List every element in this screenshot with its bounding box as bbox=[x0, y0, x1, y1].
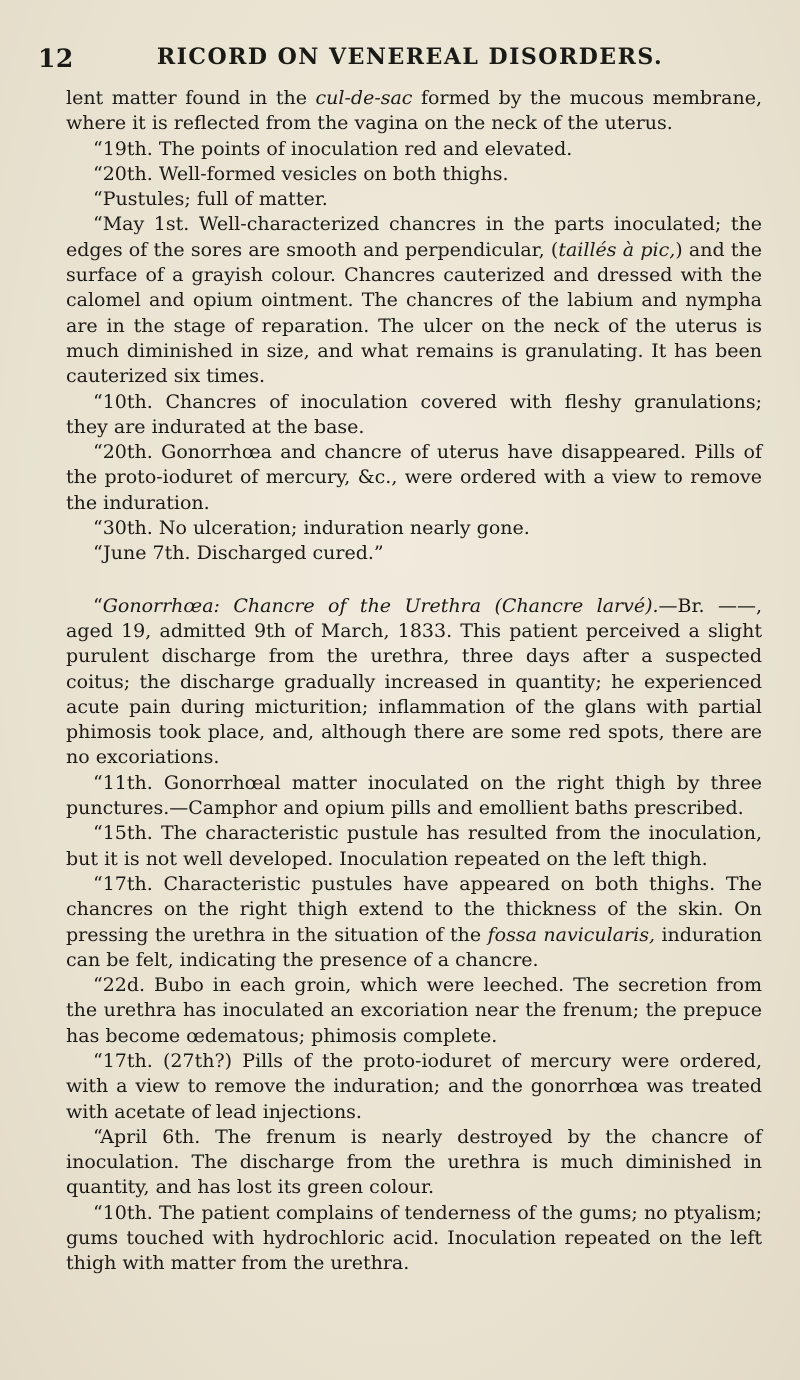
case-heading-paragraph bbox=[66, 594, 762, 771]
text-run: “17th. Characteristic pustules have appeared on both thighs. The chancres on the right thigh extend to the thickness of the skin. On pressing the urethra in the situation of the bbox=[66, 872, 762, 946]
text-run: “15th. The characteristic pustule has resulted from the inoculation, but it is not well developed. Inoculation repeated on the left thigh. bbox=[66, 822, 762, 870]
text-paragraph bbox=[66, 541, 762, 566]
text-paragraph bbox=[66, 187, 762, 212]
text-run: “22d. Bubo in each groin, which were leeched. The secretion from the urethra has inoculated an excoriation near the frenum; the prepuce has become œdematous; phimosis complete. bbox=[66, 974, 762, 1047]
text-run: lent matter found in the bbox=[66, 87, 316, 109]
text-run: “April 6th. The frenum is nearly destroyed by the chancre of inoculation. The discharge from the urethra is much diminished in quantity, and has lost its green colour. bbox=[66, 1125, 762, 1199]
text-paragraph bbox=[66, 212, 762, 389]
text-run: —Br. ——, aged 19, admitted 9th of March, 1833. This patient perceived a slight purulent discharge from the urethra, three days after a suspected coitus; the discharge gradually increased in quantity; he experienced acute pain during micturition; inflammation of the glans with partial phimosis took place, and, although there are some red spots, there are no excoriations. bbox=[66, 594, 762, 769]
text-run: “30th. No ulceration; induration nearly gone. bbox=[93, 517, 530, 540]
text-paragraph bbox=[66, 137, 762, 162]
text-run: “ bbox=[93, 594, 103, 617]
text-run: formed by the mucous membrane, where it is reflected from the vagina on the neck of the uterus. bbox=[66, 87, 762, 135]
italic-text: fossa navicularis, bbox=[487, 923, 656, 946]
text-run: “11th. Gonorrhœal matter inoculated on the right thigh by three punctures.—Camphor and opium pills and emollient baths prescribed. bbox=[66, 771, 762, 820]
italic-text: taillés à pic, bbox=[558, 238, 676, 261]
text-run: induration can be felt, indicating the presence of a chancre. bbox=[66, 923, 762, 971]
text-paragraph bbox=[66, 162, 762, 187]
text-paragraph bbox=[66, 1049, 762, 1125]
text-paragraph bbox=[66, 771, 762, 822]
running-head: RICORD ON VENEREAL DISORDERS. bbox=[156, 44, 664, 70]
text-run: “Pustules; full of matter. bbox=[93, 188, 328, 211]
text-paragraph bbox=[66, 872, 762, 973]
text-paragraph bbox=[66, 86, 762, 137]
text-paragraph bbox=[66, 440, 762, 516]
text-paragraph bbox=[66, 973, 762, 1049]
body-text bbox=[66, 86, 762, 1277]
text-paragraph bbox=[66, 821, 762, 872]
text-run: “June 7th. Discharged cured.” bbox=[93, 542, 384, 565]
text-run: “May 1st. Well-characterized chancres in the parts inoculated; the edges of the sores are smooth and perpendicular, ( bbox=[66, 213, 762, 261]
text-paragraph bbox=[66, 516, 762, 541]
italic-text: cul-de-sac bbox=[315, 87, 413, 109]
text-paragraph bbox=[66, 1125, 762, 1201]
text-run: “20th. Gonorrhœa and chancre of uterus have disappeared. Pills of the proto-ioduret of mercury, &c., were ordered with a view to remove the induration. bbox=[66, 441, 762, 514]
text-run: “10th. The patient complains of tenderness of the gums; no ptyalism; gums touched with hydrochloric acid. Inoculation repeated on the left thigh with matter from the urethra. bbox=[66, 1201, 762, 1275]
text-run: “20th. Well-formed vesicles on both thighs. bbox=[93, 162, 509, 185]
text-run: ) and the surface of a grayish colour. Chancres cauterized and dressed with the calomel and opium ointment. The chancres of the labium and nympha are in the stage of reparation. The ulcer on the neck of the uterus is much diminished in size, and what remains is granulating. It has been cauterized six times. bbox=[66, 238, 763, 388]
page-number: 12 bbox=[38, 44, 74, 73]
text-run: “17th. (27th?) Pills of the proto-ioduret of mercury were ordered, with a view to remove the induration; and the gonorrhœa was treated with acetate of lead injections. bbox=[66, 1049, 762, 1123]
text-run: “19th. The points of inoculation red and elevated. bbox=[93, 137, 573, 160]
italic-text: Gonorrhœa: Chancre of the Urethra (Chancre larvé). bbox=[102, 594, 659, 617]
text-paragraph bbox=[66, 390, 762, 441]
text-paragraph bbox=[66, 1201, 762, 1277]
page-header bbox=[38, 44, 762, 78]
text-run: “10th. Chancres of inoculation covered with fleshy granulations; they are indurated at the base. bbox=[66, 390, 762, 438]
